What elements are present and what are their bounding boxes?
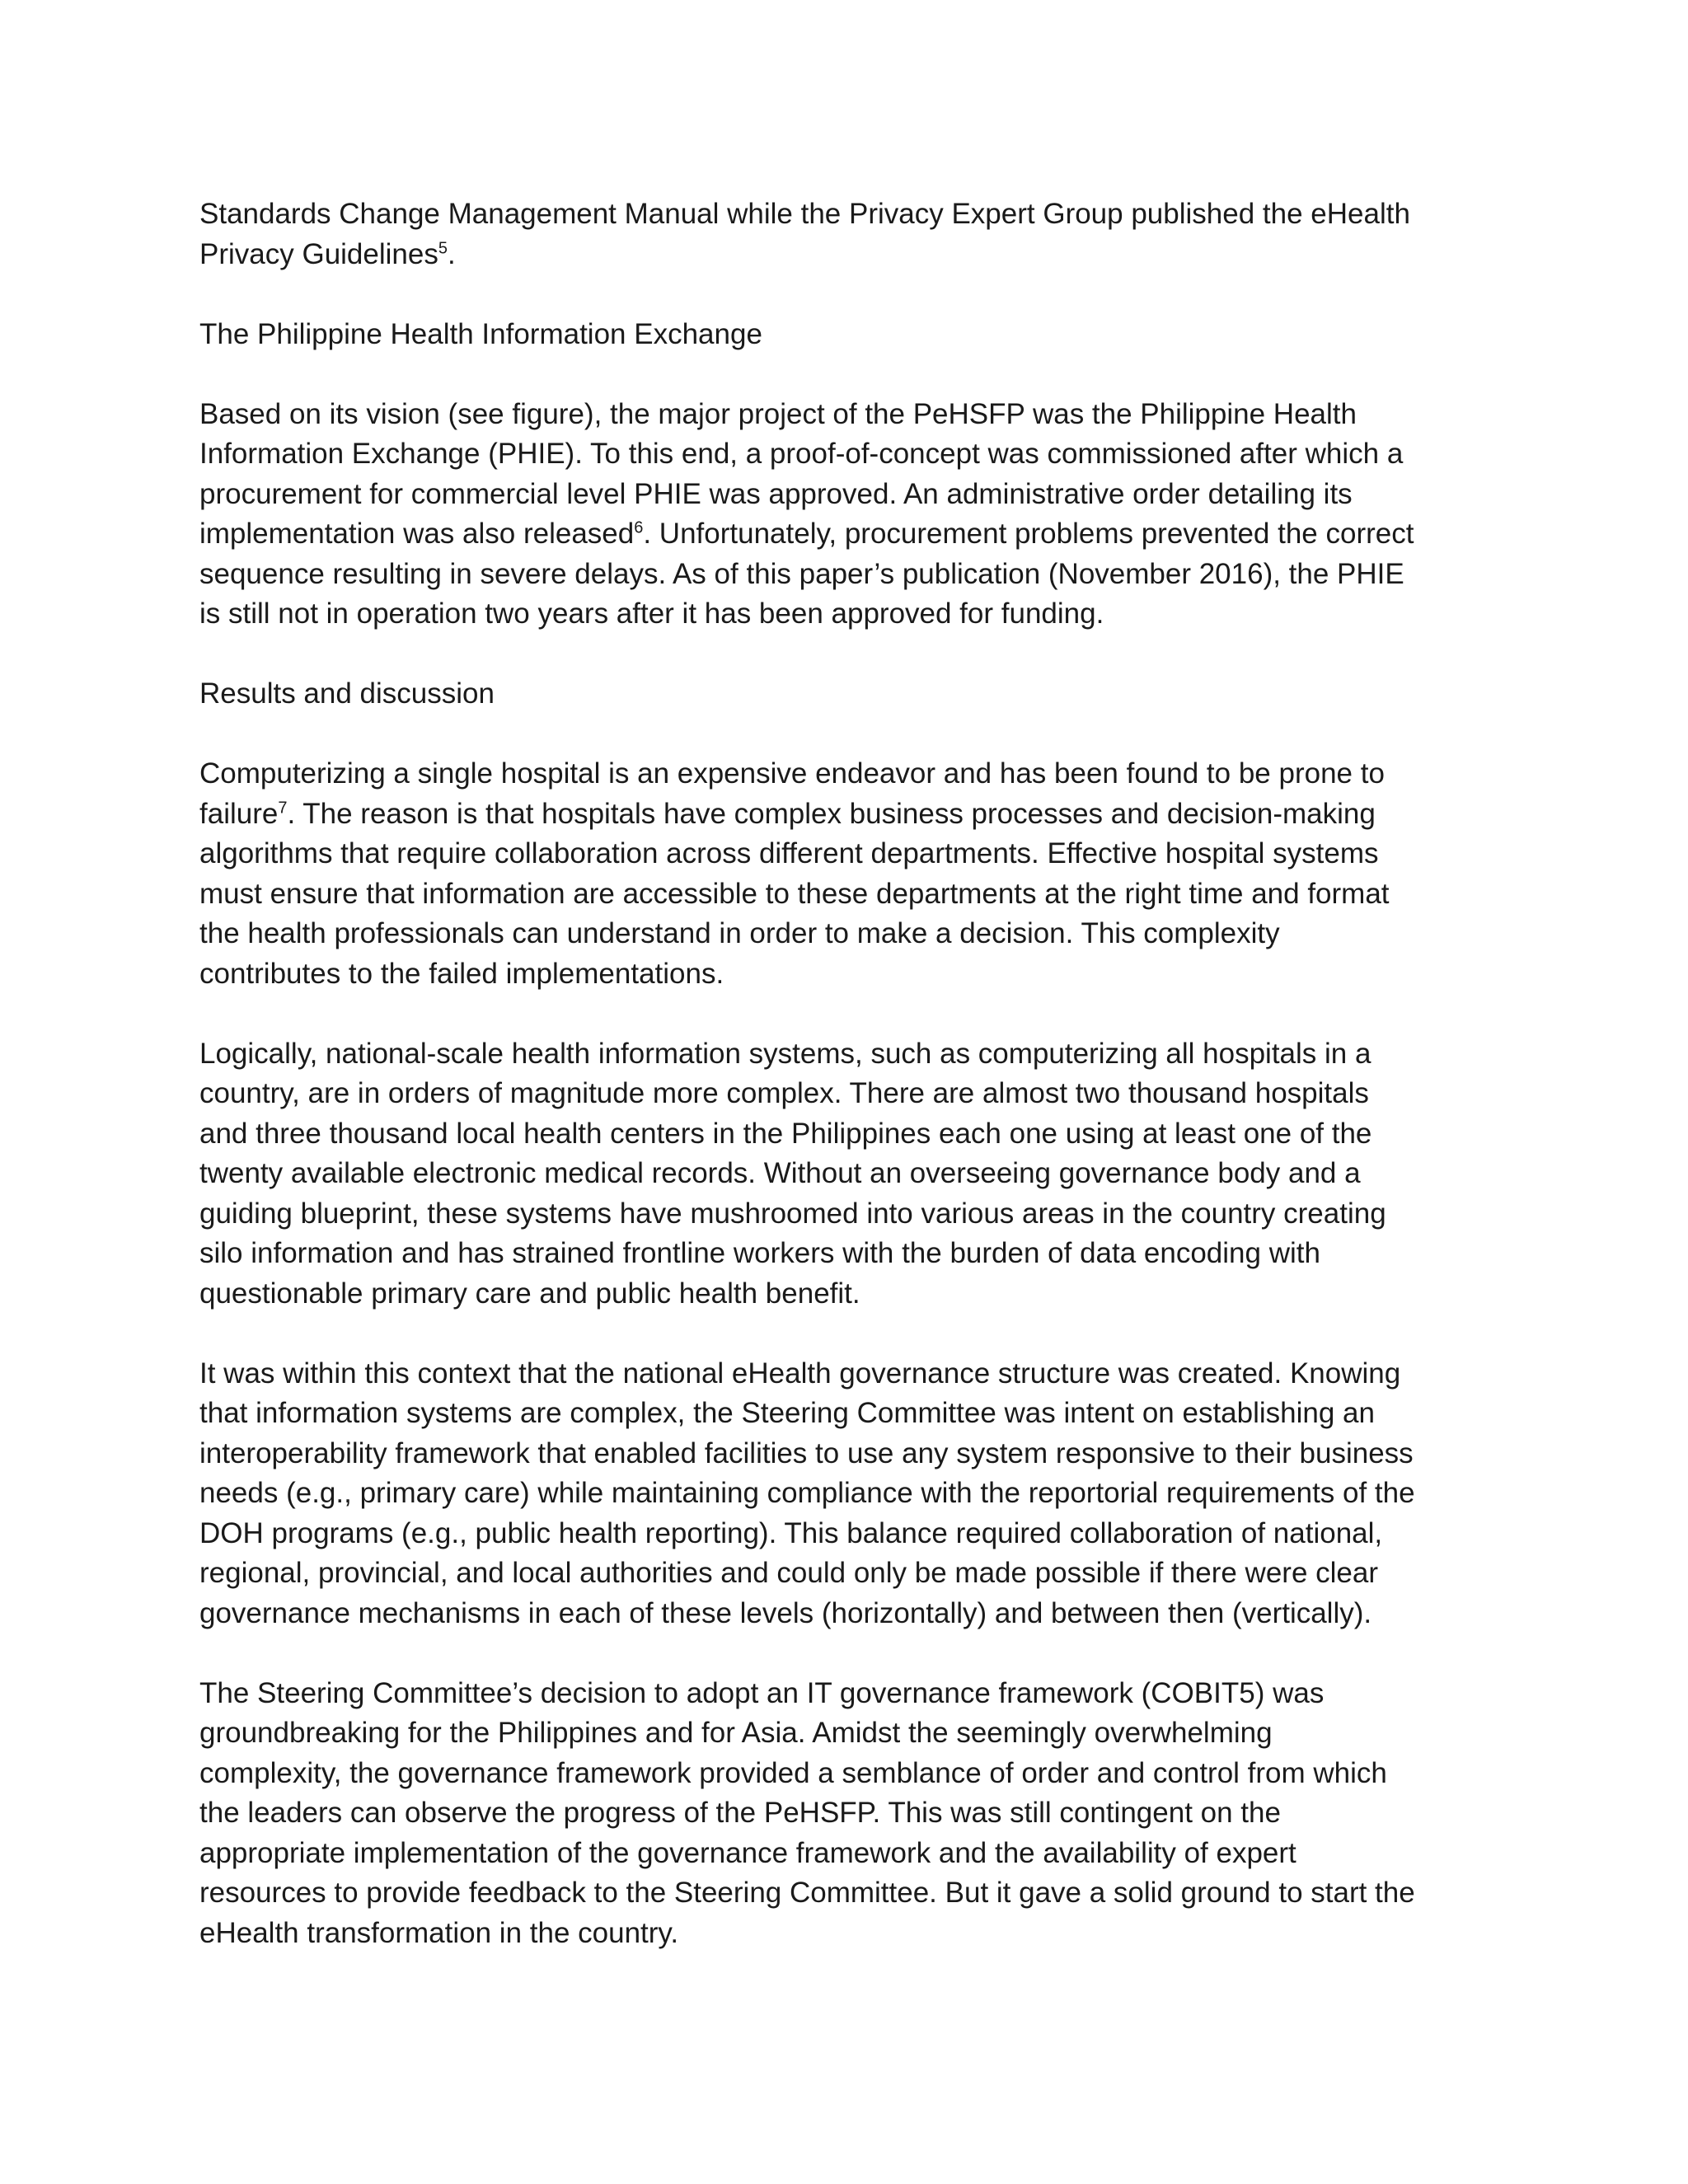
text-fragment: . Unfortunately, procurement problems prevented the correct (643, 518, 1414, 550)
text-line: groundbreaking for the Philippines and for Asia. Amidst the seemingly overwhelming (199, 1717, 1273, 1749)
text-line: eHealth transformation in the country. (199, 1916, 679, 1949)
text-line: regional, provincial, and local authorities and could only be made possible if there were clear (199, 1557, 1378, 1589)
text-line: complexity, the governance framework provided a semblance of order and control from which (199, 1756, 1387, 1789)
text-line: interoperability framework that enabled facilities to use any system responsive to their business (199, 1436, 1414, 1469)
text-fragment: . The reason is that hospitals have complex business processes and decision-making (287, 797, 1376, 830)
footnote-marker: 6 (634, 518, 644, 537)
text-line: Computerizing a single hospital is an expensive endeavor and has been found to be prone to (199, 757, 1385, 790)
text-line: and three thousand local health centers in the Philippines each one using at least one of the (199, 1117, 1372, 1150)
text-line: needs (e.g., primary care) while maintaining compliance with the reportorial requirements of the (199, 1477, 1415, 1509)
results-paragraph-1 (199, 754, 1502, 994)
text-fragment: failure (199, 797, 279, 830)
results-paragraph-2 (199, 1034, 1502, 1315)
text-line: It was within this context that the national eHealth governance structure was created. Knowing (199, 1357, 1401, 1390)
text-line: algorithms that require collaboration across different departments. Effective hospital systems (199, 837, 1379, 869)
text-line: procurement for commercial level PHIE was approved. An administrative order detailing its (199, 477, 1353, 510)
text-line: Logically, national-scale health information systems, such as computerizing all hospitals in a (199, 1037, 1372, 1070)
text-line: questionable primary care and public health benefit. (199, 1277, 860, 1310)
text-fragment: Privacy Guidelines (199, 237, 438, 270)
footnote-marker: 5 (438, 238, 448, 257)
text-line: Based on its vision (see figure), the major project of the PeHSFP was the Philippine Health (199, 397, 1357, 430)
text-line: governance mechanisms in each of these levels (horizontally) and between then (vertically). (199, 1596, 1372, 1629)
text-line: contributes to the failed implementations. (199, 957, 724, 990)
text-line: must ensure that information are accessible to these departments at the right time and format (199, 877, 1390, 910)
text-line: the health professionals can understand in order to make a decision. This complexity (199, 917, 1280, 949)
text-line: guiding blueprint, these systems have mushroomed into various areas in the country creating (199, 1197, 1386, 1230)
text-line: twenty available electronic medical records. Without an overseeing governance body and a (199, 1157, 1361, 1189)
text-line (199, 794, 1502, 835)
text-fragment: . (447, 237, 456, 270)
text-fragment: implementation was also released (199, 518, 635, 550)
text-line: Standards Change Management Manual while the Privacy Expert Group published the eHealth (199, 198, 1410, 230)
phie-paragraph (199, 395, 1502, 635)
results-paragraph-3 (199, 1354, 1502, 1634)
results-paragraph-4 (199, 1674, 1502, 1954)
text-line: that information systems are complex, the Steering Committee was intent on establishing an (199, 1397, 1375, 1429)
text-line: is still not in operation two years after it has been approved for funding. (199, 598, 1104, 630)
text-line: the leaders can observe the progress of the PeHSFP. This was still contingent on the (199, 1797, 1281, 1829)
text-line: silo information and has strained frontline workers with the burden of data encoding with (199, 1237, 1320, 1269)
footnote-marker: 7 (278, 798, 288, 817)
text-line: appropriate implementation of the governance framework and the availability of expert (199, 1836, 1296, 1869)
text-line: resources to provide feedback to the Steering Committee. But it gave a solid ground to start the (199, 1877, 1415, 1909)
intro-paragraph (199, 194, 1502, 274)
document-page (199, 194, 1502, 1994)
text-line: DOH programs (e.g., public health reporting). This balance required collaboration of national, (199, 1516, 1383, 1549)
text-line: The Steering Committee’s decision to adopt an IT governance framework (COBIT5) was (199, 1676, 1325, 1709)
text-line: Information Exchange (PHIE). To this end, a proof-of-concept was commissioned after which a (199, 438, 1404, 470)
section-heading-results: Results and discussion (199, 677, 495, 710)
section-heading-phie: The Philippine Health Information Exchange (199, 317, 762, 350)
text-line: country, are in orders of magnitude more complex. There are almost two thousand hospitals (199, 1077, 1369, 1109)
text-line: sequence resulting in severe delays. As of this paper’s publication (November 2016), the PHIE (199, 557, 1404, 590)
text-line (199, 235, 1502, 275)
text-line (199, 514, 1502, 555)
